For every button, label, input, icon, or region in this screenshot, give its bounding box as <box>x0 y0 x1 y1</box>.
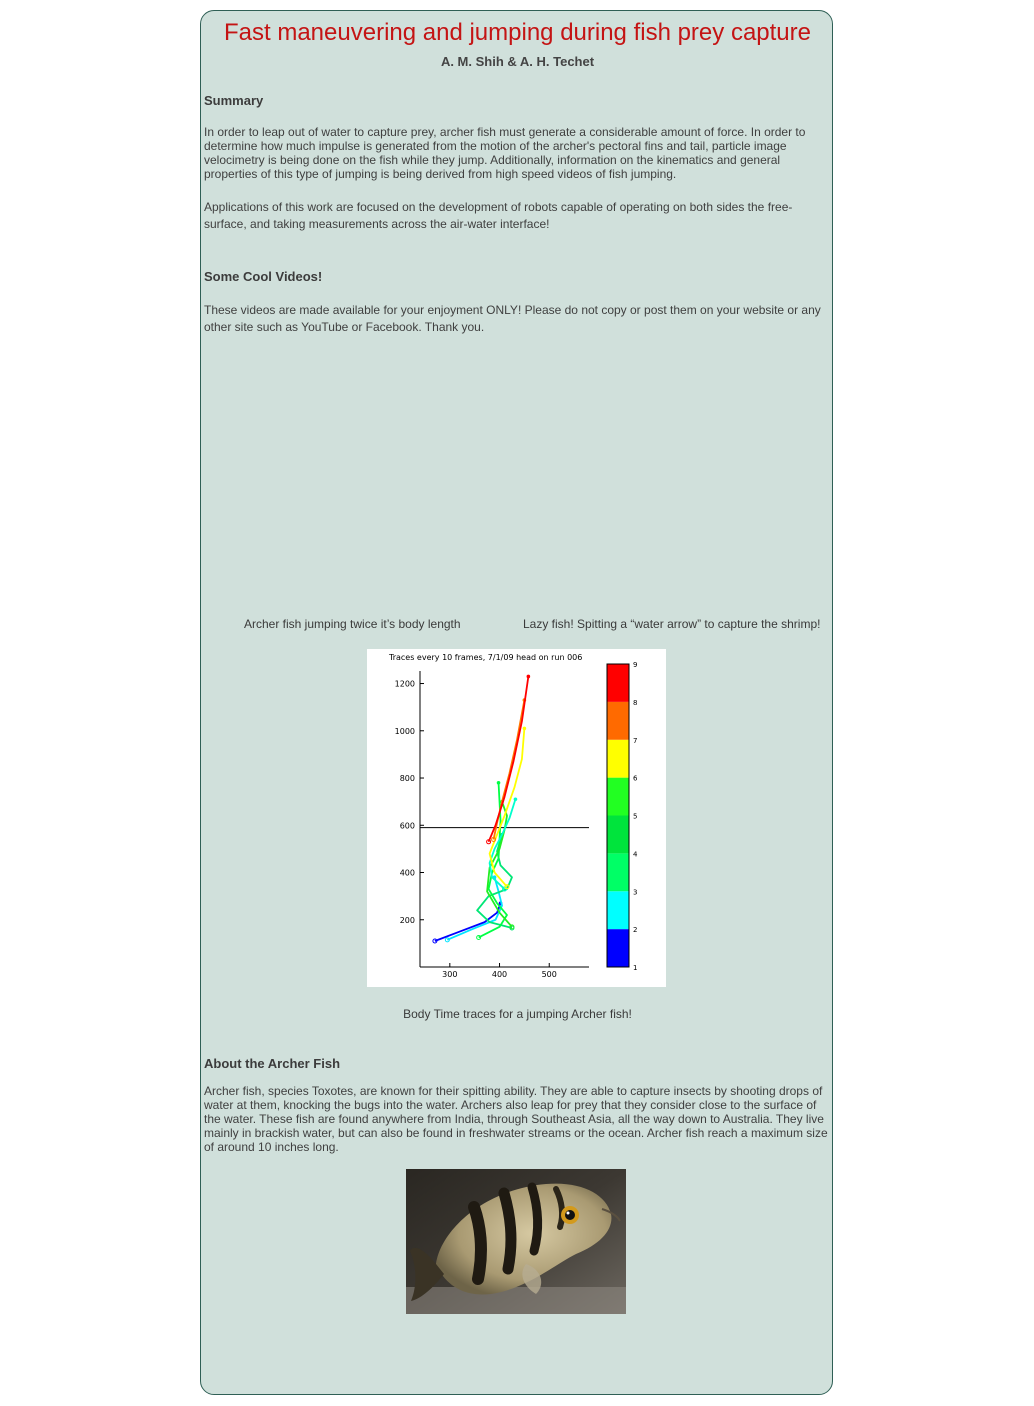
colorbar-tick-label: 4 <box>633 850 638 859</box>
about-paragraph: Archer fish, species Toxotes, are known for their spitting ability. They are able to capture insects by shooting drops of water at them, knocking the bugs into the water. Archers also leap for prey that they consider close to the surface of the water. These fish are found anywhere from India, through Southeast Asia, all the way down to Australia. They live mainly in brackish water, but can also be found in freshwater streams or the ocean. Archer fish reach a maximum size of around 10 inches long. <box>204 1084 828 1154</box>
colorbar-tick-label: 9 <box>633 661 638 669</box>
chart-title: Traces every 10 frames, 7/1/09 head on run 006 <box>389 653 583 662</box>
video-player-right[interactable] <box>519 346 824 611</box>
trace-end-marker <box>527 675 531 679</box>
videos-notice: These videos are made available for your enjoyment ONLY! Please do not copy or post them on your website or any other site such as YouTube or Facebook. Thank you. <box>204 303 821 334</box>
colorbar-segment <box>607 702 629 740</box>
x-tick-label: 400 <box>491 970 508 979</box>
y-tick-label: 400 <box>399 868 415 878</box>
archer-fish-image <box>406 1169 626 1314</box>
colorbar-segment <box>607 891 629 929</box>
about-heading: About the Archer Fish <box>204 1056 341 1071</box>
colorbar-segment <box>607 929 629 967</box>
authors: A. M. Shih & A. H. Techet <box>440 54 595 69</box>
y-tick-label: 800 <box>399 774 415 784</box>
colorbar-tick-label: 1 <box>633 964 638 972</box>
trace-end-marker <box>497 781 501 785</box>
colorbar-tick-label: 6 <box>633 774 638 783</box>
summary-paragraph-2: Applications of this work are focused on the development of robots capable of operating on both sides the free-surface, and taking measurements across the air-water interface! <box>204 200 793 231</box>
video-caption-left: Archer fish jumping twice it’s body length <box>244 617 461 631</box>
x-tick-label: 300 <box>442 970 458 979</box>
y-tick-label: 200 <box>399 915 415 925</box>
trace-end-marker <box>523 727 527 731</box>
figure-caption: Body Time traces for a jumping Archer fish! <box>403 1007 632 1021</box>
colorbar-tick-label: 5 <box>633 812 638 821</box>
trace-end-marker <box>514 797 518 801</box>
colorbar-segment <box>607 853 629 891</box>
y-tick-label: 1000 <box>394 726 415 736</box>
videos-heading: Some Cool Videos! <box>204 269 323 284</box>
x-tick-label: 500 <box>541 970 557 979</box>
colorbar-segment <box>607 664 629 702</box>
video-caption-right: Lazy fish! Spitting a “water arrow” to capture the shrimp! <box>523 617 821 631</box>
y-tick-label: 1200 <box>394 679 415 689</box>
trace-chart <box>367 649 666 987</box>
content-panel <box>200 10 833 1395</box>
colorbar-tick-label: 3 <box>633 888 638 897</box>
summary-paragraph-1: In order to leap out of water to capture prey, archer fish must generate a considerable amount of force. In order to determine how much impulse is generated from the motion of the archer's pectoral fins and tail, particle image velocimetry is being done on the fish while they jump. Additionally, information on the kinematics and general properties of this type of jumping is being derived from high speed videos of fish jumping. <box>204 125 806 181</box>
video-player-left[interactable] <box>209 346 509 611</box>
trace-chart-svg <box>367 649 666 987</box>
colorbar-tick-label: 2 <box>633 926 638 935</box>
colorbar-segment <box>607 740 629 778</box>
summary-heading: Summary <box>204 93 264 108</box>
page-title: Fast maneuvering and jumping during fish prey capture <box>224 19 811 46</box>
archer-fish-photo <box>406 1169 626 1314</box>
y-tick-label: 600 <box>399 821 415 831</box>
colorbar-segment <box>607 816 629 854</box>
colorbar-segment <box>607 778 629 816</box>
trace-line <box>490 728 525 886</box>
colorbar-tick-label: 7 <box>633 736 638 745</box>
colorbar-tick-label: 8 <box>633 698 638 707</box>
